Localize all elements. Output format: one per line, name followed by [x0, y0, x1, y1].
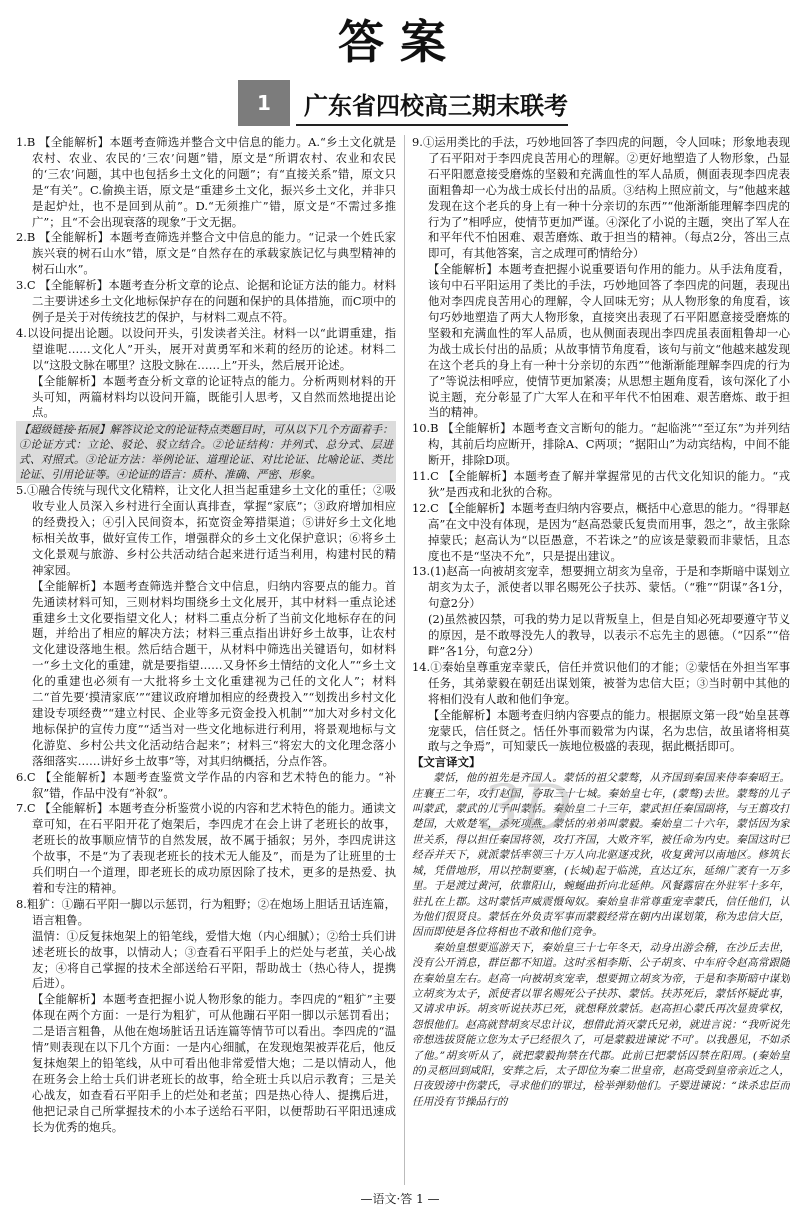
answer-paragraph: 13.(1)赵高一向被胡亥宠幸，想要拥立胡亥为皇帝，于是和李斯暗中谋划立胡亥为太子，派使者以罪名赐死公子扶苏、蒙恬。（“雅”“阴谋”各1分，句意2分） [412, 564, 790, 611]
answer-paragraph: 14.①秦始皇尊重宠幸蒙氏，信任并赏识他们的才能；②蒙恬在外担当军事任务，其弟蒙毅在朝廷出谋划策，被誉为忠信大臣；③当时朝中其他的将相们没有人敢和他们争宠。 [412, 659, 790, 706]
answer-paragraph: 4.以设问提出论题。以设问开头，引发读者关注。材料一以“此谓重建，指望谁呢……文化人”开头，展开对黄勇军和米莉的经历的论述。材料二以“这股文脉在哪里？这股文脉在……上”开头，然后展开论述。 [16, 325, 396, 372]
watermark-logo [470, 768, 600, 848]
answer-paragraph: 5.①融合传统与现代文化精粹，让文化人担当起重建乡土文化的重任；②吸收专业人员深入乡村进行全面认真排查，掌握“家底”；③政府增加相应的经费投入；④引入民间资本，拓宽资金筹措渠道；⑤讲好乡土文化地标相关故事，做好宣传工作，增强群众的乡土文化保护意识；⑥将乡土文化景观与旅游、乡村公共活动结合起来进行适当利用，构建村民的精神家园。 [16, 483, 396, 577]
answer-paragraph: 6.C 【全能解析】本题考查鉴赏文学作品的内容和艺术特色的能力。“补叙”错，作品中没有“补叙”。 [16, 769, 396, 800]
banner-underline [296, 124, 568, 126]
answer-column-right [412, 135, 790, 1185]
translation-paragraph: 蒙恬，他的祖先是齐国人。蒙恬的祖父蒙骜，从齐国到秦国来侍奉秦昭王。庄襄王二年，攻打赵国，夺取三十七城。秦始皇七年，(蒙骜)去世。蒙骜的儿子叫蒙武，蒙武的儿子叫蒙恬。秦始皇二十三年，蒙武担任秦国副将，与王翦攻打楚国，大败楚军，杀死项燕。蒙恬的弟弟叫蒙毅。秦始皇二十六年，蒙恬因为家世关系，得以担任秦国将领，攻打齐国，大败齐军，被任命为内史。秦国这时已经吞并天下，就派蒙恬率领三十万人向北驱逐戎狄，收复黄河以南地区。修筑长城，凭借地形，用以控制要塞，(长城)起于临洮，直达辽东，延绵广袤有一万多里。于是渡过黄河，依靠阳山，蜿蜒曲折向北延伸。风餐露宿在外驻军十多年，驻扎在上郡。这时蒙恬声威震慑匈奴。秦始皇非常尊重宠幸蒙氏，信任他们，认为他们很贤良。蒙恬在外负责军事而蒙毅经常在朝内出谋划策，称为忠信大臣，因而即使是各位将相也不敢和他们竞争。 [412, 772, 790, 939]
answer-paragraph: 【全能解析】本题考查把握小说重要语句作用的能力。从手法角度看，该句中石平阳运用了类比的手法，巧妙地回答了李四虎的问题，表现出他对李四虎良苦用心的理解，令人回味无穷；从人物形象的角度看，该句巧妙地塑造了两大人物形象，直接突出表现了石平阳愿意接受磨炼的坚毅和充满血性的军人品质，也从侧面表现出李四虎虽表面粗鲁却一心为战士成长付出的品质；从故事情节角度看，该句与前文“他越来越发现在这个老兵的身上有一种十分亲切的东西”“他渐渐能理解李四虎的行为了”等说法相呼应，使情节更加紧凑；从思想主题角度看，该句深化了小说主题，充分彰显了广大军人在和平年代不怕困难、艰苦磨炼、敢于担当的精神。 [428, 262, 790, 420]
answer-paragraph: 8.粗犷：①蹦石平阳一脚以示惩罚，行为粗野；②在炮场上胆话丑话连篇，语言粗鲁。 [16, 896, 396, 927]
answer-paragraph: 1.B 【全能解析】本题考查筛选并整合文中信息的能力。A.“乡土文化就是农村、农业、农民的‘三农’问题”错，原文是“所谓农村、农业和农民的‘三农’问题，其中也包括乡土文化的问题”；有“直接关系”错，原文只是“有关”。C.偷换主语，原文是“重建乡土文化，振兴乡土文化，并非只是起炉灶，也不是回到从前”。D.“无须推广”错，原文是“不需过多推广”；且“不会出现衰落的现象”于文无据。 [16, 135, 396, 229]
answer-paragraph: 11.C 【全能解析】本题考查了解并掌握常见的古代文化知识的能力。“戎狄”是西戎和北狄的合称。 [412, 469, 790, 499]
section-banner [238, 80, 568, 126]
answer-paragraph: 【全能解析】本题考查归纳内容要点的能力。根据原文第一段“始皇甚尊宠蒙氏，信任贤之。恬任外事而毅常为内谋，名为忠信，故虽诸将相莫敢与之争焉”，可知蒙氏一族地位极盛的表现，据此概括即可。 [428, 707, 790, 754]
translation-heading: 【文言译文】 [412, 755, 481, 770]
column-divider [404, 135, 405, 1185]
answer-paragraph: 温情：①反复抹炮架上的铅笔线，爱惜大炮（内心细腻）；②给士兵们讲述老班长的故事，以情动人；③查看石平阳手上的烂处与老茧，关心战友；④将自己掌握的技术全部送给石平阳，帮助战士（热心待人，提携后进）。 [32, 928, 396, 991]
exam-name: 广东省四校高三期末联考 [304, 91, 568, 120]
answer-paragraph: 2.B 【全能解析】本题考查筛选并整合文中信息的能力。“记录一个姓氏家族兴衰的树石山水”错，原文是“自然存在的承载家族记忆与典型精神的树石山水”。 [16, 230, 396, 277]
answer-paragraph: 【超级链接·拓展】解答议论文的论证特点类题目时，可从以下几个方面着手：①论证方式：立论、驳论、驳立结合。②论证结构：并列式、总分式、层进式、对照式。③论证方法：举例论证、道理论证、对比论证、比喻论证、类比论证、引用论证等。④论证的语言：质朴、准确、严密、形象。 [16, 421, 396, 483]
answer-column-left [16, 135, 396, 1185]
answer-paragraph: (2)虽然被囚禁，可我的势力足以背叛皇上，但是自知必死却要遵守节义的原因，是不敢辱没先人的教导，以表示不忘先主的恩德。（“囚系”“倍畔”各1分，句意2分） [428, 612, 790, 658]
section-number: 1 [238, 80, 290, 126]
answer-paragraph: 【全能解析】本题考查把握小说人物形象的能力。李四虎的“粗犷”主要体现在两个方面：一是行为粗犷，可从他蹦石平阳一脚以示惩罚看出；二是语言粗鲁，从他在炮场脏话丑话连篇等情节可以看出。李四虎的“温情”则表现在以下几个方面：一是内心细腻，在发现炮架被弄花后，他反复抹炮架上的铅笔线，从中可看出他非常爱惜大炮；二是以情动人，他在班务会上给士兵们讲老班长的故事，给全班士兵以启示教育；三是关心战友，如查看石平阳手上的烂处和老茧；四是热心待人、提携后进，他把记录自己所掌握技术的小本子送给石平阳，以便帮助石平阳迅速成长为优秀的炮兵。 [32, 992, 396, 1134]
translation-paragraph: 秦始皇想要巡游天下，秦始皇三十七年冬天，动身出游会稽，在沙丘去世，没有公开消息，群臣都不知道。这时丞相李斯、公子胡亥、中车府令赵高常跟随在秦始皇左右。赵高一向被胡亥宠幸，想要拥立胡亥为帝，于是和李斯暗中谋划立胡亥为太子，派使者以罪名赐死公子扶苏、蒙恬。扶苏死后，蒙恬怀疑此事，又请求申诉。胡亥听说扶苏已死，就想释放蒙恬。赵高担心蒙氏再次显贵掌权，怨恨他们。赵高就替胡亥尽忠计议，想借此消灭蒙氏兄弟，就进言说：“我听说先帝想选拔贤能立您为太子已经很久了，可是蒙毅进谏说‘不可’。以我愚见，不如杀了他。”胡亥听从了，就把蒙毅拘禁在代郡。此前已把蒙恬囚禁在阳周。(秦始皇的)灵柩回到咸阳，安葬之后，太子即位为秦二世皇帝，赵高受到皇帝亲近之人，日夜毁谤中伤蒙氏，寻求他们的罪过，检举弹劾他们。子婴进谏说：“诛杀忠臣而任用没有节操品行的 [412, 941, 790, 1108]
page-footer: —语文·答 1 — [360, 1192, 440, 1206]
answer-paragraph: 【全能解析】本题考查分析文章的论证特点的能力。分析两则材料的开头可知，两篇材料均以设问开篇，既能引人思考，又自然而然地提出论点。 [32, 373, 396, 420]
answer-paragraph: 12.C 【全能解析】本题考查归纳内容要点，概括中心意思的能力。“得罪赵高”在文中没有体现，是因为“赵高恐蒙氏复贵而用事，怨之”，故主张除掉蒙氏；赵高认为“以臣愚意，不若诛之”的应该是蒙毅而非蒙恬，且态度也不是“坚决不允”，只是提出建议。 [412, 500, 790, 563]
answer-paragraph: 7.C 【全能解析】本题考查分析鉴赏小说的内容和艺术特色的能力。通读文章可知，在石平阳开花了炮架后，李四虎才在会上讲了老班长的故事，老班长的故事顺应情节的自然发展，故不属于插叙；另外，李四虎讲这个故事，不是“为了表现老班长的技术无人能及”，而是为了让班里的士兵们明白一个道理，即老班长的成功原因除了技术，更多的是热爱、执着和专注的精神。 [16, 801, 396, 895]
answer-paragraph: 9.①运用类比的手法，巧妙地回答了李四虎的问题，令人回味；形象地表现了石平阳对于李四虎良苦用心的理解。②更好地塑造了人物形象，凸显石平阳愿意接受磨炼的坚毅和充满血性的军人品质，侧面表现李四虎表面粗鲁却一心为战士成长付出的品质。③结构上照应前文，与“他越来越发现在这个老兵的身上有一种十分亲切的东西”“他渐渐能理解李四虎的行为了”相呼应，使情节更加严谨。④深化了小说的主题，突出了军人在和平年代不怕困难、艰苦磨炼、敢于担当的精神。（每点2分，答出三点即可，有其他答案，言之成理可酌情给分） [412, 135, 790, 261]
answer-paragraph: 3.C 【全能解析】本题考查分析文章的论点、论据和论证方法的能力。材料二主要讲述乡土文化地标保护存在的问题和保护的具体措施，而C项中的例子是关于对传统技艺的保护，与材料二观点不符。 [16, 278, 396, 324]
page-title: 答案 [338, 15, 462, 69]
answer-paragraph: 10.B 【全能解析】本题考查文言断句的能力。“起临洮”“至辽东”为并列结构，其前后均应断开，排除A、C两项；“据阳山”为动宾结构，中间不能断开，排除D项。 [412, 421, 790, 468]
svg-text:3D: 3D [480, 772, 573, 846]
answer-paragraph: 【全能解析】本题考查筛选并整合文中信息，归纳内容要点的能力。首先通读材料可知，三则材料均围绕乡土文化展开，其中材料一重点论述重建乡土文化要指望文化人；材料二重点分析了当前文化地标存在的问题，并给出了相应的解决方法；材料三重点指出讲好乡土故事，让农村文化建设落地生根。然后结合题干，从材料中筛选出关键语句，如材料一“乡土文化的重建，就是要指望……又身怀乡土情结的文化人”“乡土文化的重建也必须有一大批将乡土文化重建视为己任的文化人”；材料二“首先要‘摸清家底’”“建议政府增加相应的经费投入”“划拨出乡村文化建设专项经费”“建立村民、企业等多元资金投入机制”“加大对乡村文化地标保护的宣传力度”“适当对一些文化地标进行利用，将景观地标与文化游览、乡村公共文化活动结合起来”；材料三“将宏大的文化理念落小落细落实……讲好乡土故事”等，对其归纳概括，分点作答。 [32, 578, 396, 768]
